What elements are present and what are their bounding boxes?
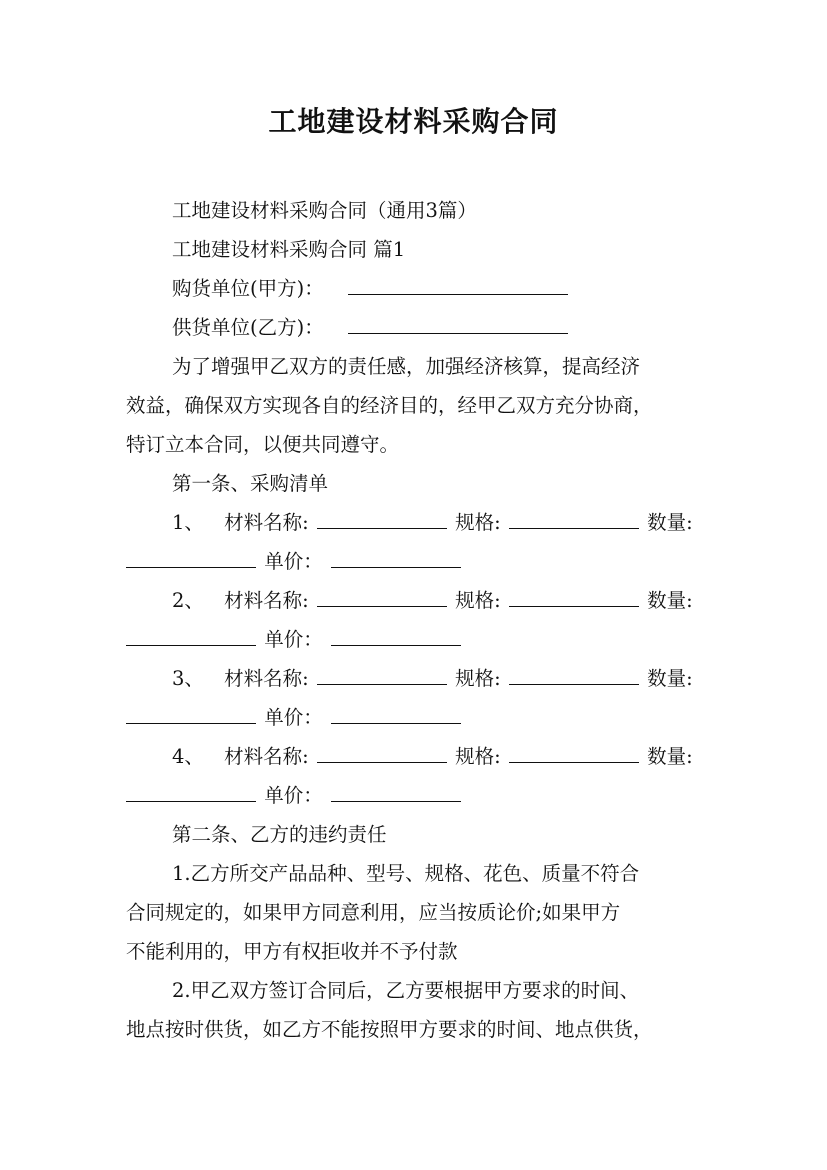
material-name-blank <box>317 668 447 685</box>
material-name-blank <box>317 512 447 529</box>
item-row-continued <box>126 548 463 576</box>
unit-price-label: 单价： <box>264 706 323 729</box>
seller-label: 供货单位(乙方)： <box>172 316 324 339</box>
quantity-label: 数量: <box>647 589 693 612</box>
unit-price-label: 单价： <box>264 550 323 573</box>
part-heading: 工地建设材料采购合同 篇1 <box>172 238 406 261</box>
spec-label: 规格: <box>455 589 501 612</box>
unit-price-blank <box>331 785 461 802</box>
quantity-blank <box>126 551 256 568</box>
intro-line-1: 为了增强甲乙双方的责任感，加强经济核算，提高经济 <box>172 355 641 378</box>
item-row <box>172 743 693 771</box>
intro-line-2: 效益，确保双方实现各自的经济目的，经甲乙双方充分协商， <box>126 394 653 417</box>
quantity-blank <box>126 629 256 646</box>
item-row <box>172 509 693 537</box>
item-row <box>172 665 693 693</box>
clause1-line-3: 不能利用的，甲方有权拒收并不予付款 <box>126 940 458 963</box>
material-name-label: 材料名称: <box>224 511 309 534</box>
spec-blank <box>509 590 639 607</box>
item-number: 4、 <box>172 745 204 768</box>
document-subtitle: 工地建设材料采购合同（通用3篇） <box>172 199 477 222</box>
unit-price-label: 单价： <box>264 628 323 651</box>
spec-label: 规格: <box>455 667 501 690</box>
unit-price-blank <box>331 707 461 724</box>
quantity-label: 数量: <box>647 511 693 534</box>
material-name-blank <box>317 746 447 763</box>
item-row <box>172 587 693 615</box>
spec-blank <box>509 746 639 763</box>
seller-blank <box>348 317 568 334</box>
intro-line-3: 特订立本合同，以便共同遵守。 <box>126 433 400 456</box>
buyer-line <box>172 275 570 303</box>
item-row-continued <box>126 704 463 732</box>
clause1-line-1: 1.乙方所交产品品种、型号、规格、花色、质量不符合 <box>172 862 640 885</box>
article2-heading: 第二条、乙方的违约责任 <box>172 823 387 846</box>
buyer-blank <box>348 278 568 295</box>
item-row-continued <box>126 626 463 654</box>
buyer-label: 购货单位(甲方)： <box>172 277 324 300</box>
unit-price-label: 单价： <box>264 784 323 807</box>
spec-label: 规格: <box>455 511 501 534</box>
item-number: 3、 <box>172 667 204 690</box>
item-number: 1、 <box>172 511 204 534</box>
quantity-label: 数量: <box>647 667 693 690</box>
clause1-line-2: 合同规定的，如果甲方同意利用，应当按质论价;如果甲方 <box>126 901 621 924</box>
spec-blank <box>509 668 639 685</box>
spec-blank <box>509 512 639 529</box>
quantity-blank <box>126 707 256 724</box>
quantity-label: 数量: <box>647 745 693 768</box>
quantity-blank <box>126 785 256 802</box>
unit-price-blank <box>331 551 461 568</box>
material-name-label: 材料名称: <box>224 589 309 612</box>
spec-label: 规格: <box>455 745 501 768</box>
material-name-label: 材料名称: <box>224 667 309 690</box>
seller-line <box>172 314 570 342</box>
document-title: 工地建设材料采购合同 <box>268 105 559 138</box>
item-number: 2、 <box>172 589 204 612</box>
article1-heading: 第一条、采购清单 <box>172 472 329 495</box>
material-name-blank <box>317 590 447 607</box>
clause2-line-1: 2.甲乙双方签订合同后，乙方要根据甲方要求的时间、 <box>172 979 640 1002</box>
clause2-line-2: 地点按时供货，如乙方不能按照甲方要求的时间、地点供货， <box>126 1018 653 1041</box>
item-row-continued <box>126 782 463 810</box>
material-name-label: 材料名称: <box>224 745 309 768</box>
unit-price-blank <box>331 629 461 646</box>
